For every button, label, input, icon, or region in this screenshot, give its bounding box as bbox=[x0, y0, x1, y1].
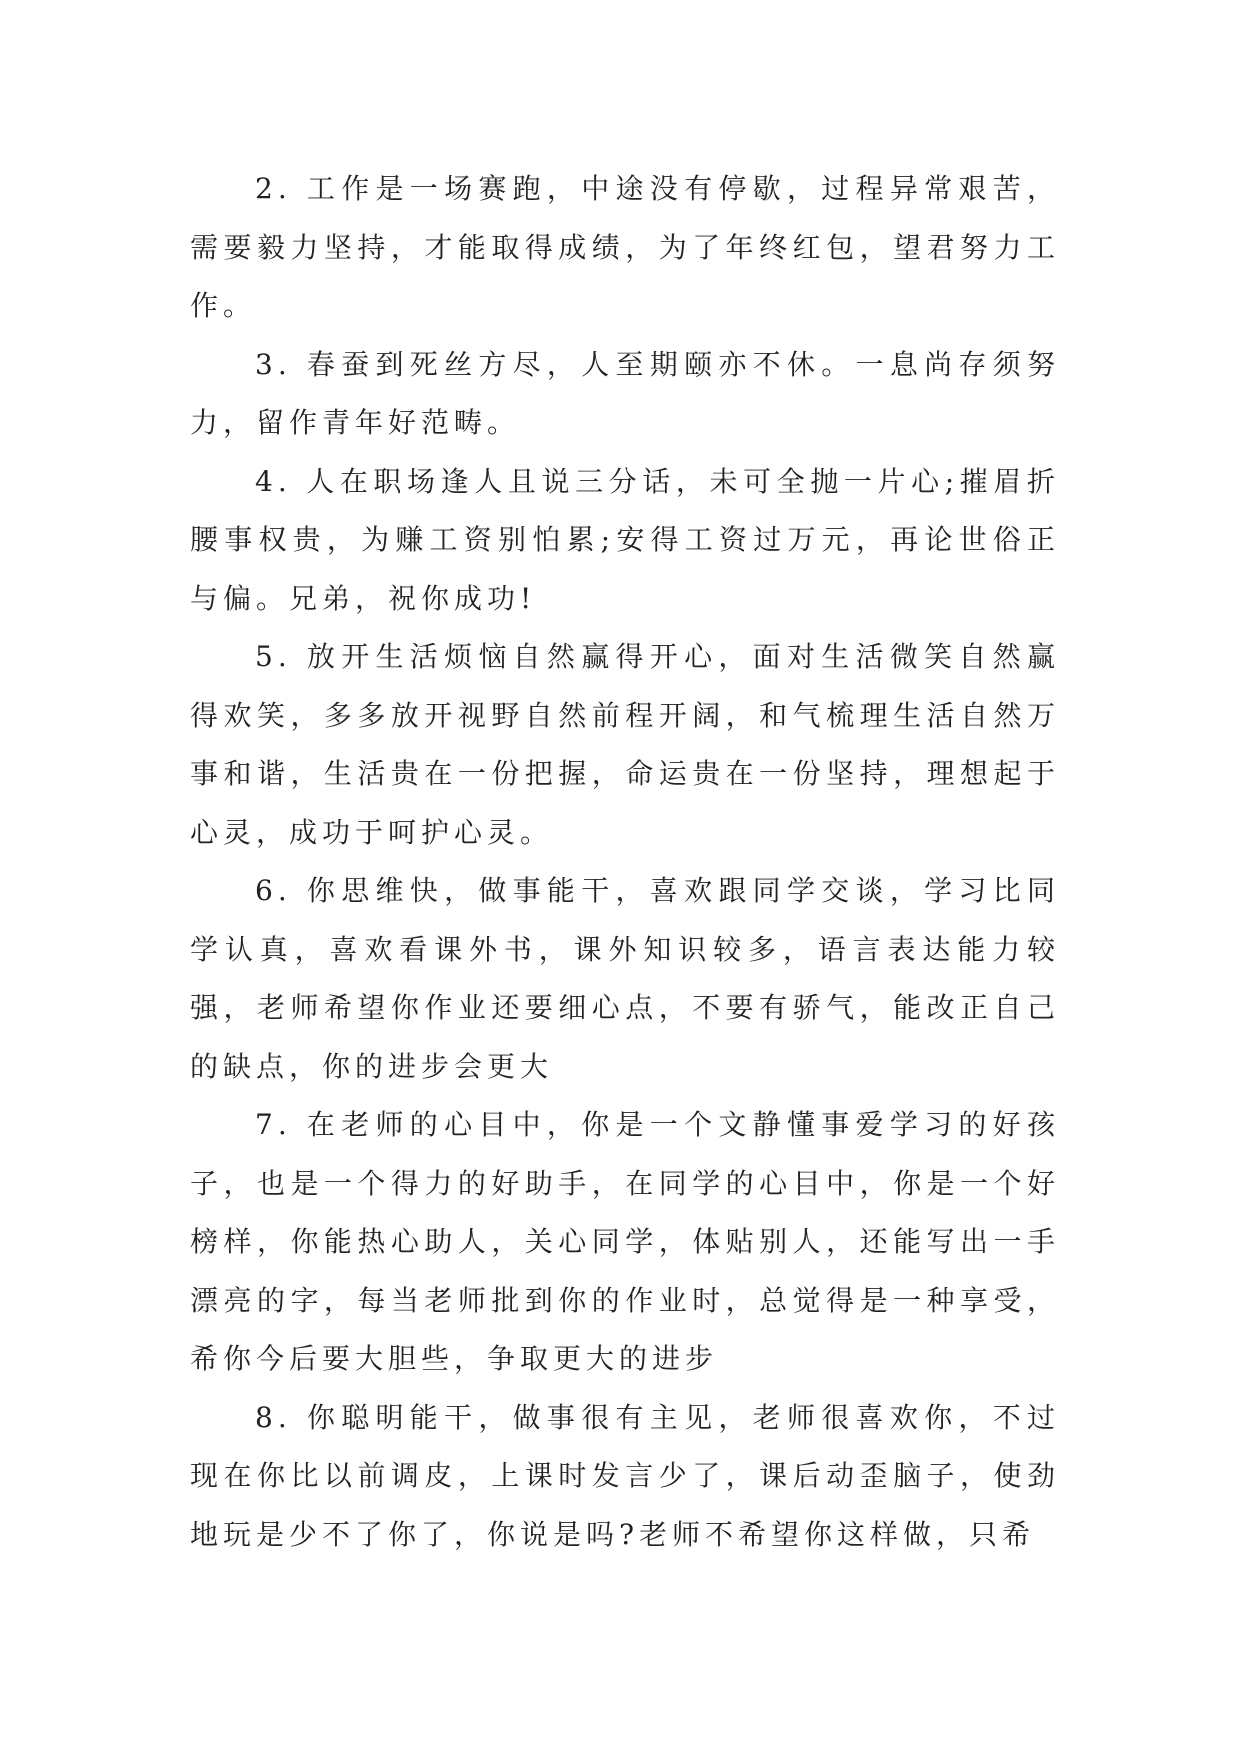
document-body bbox=[190, 160, 1060, 1564]
paragraph-2: 2. 工作是一场赛跑，中途没有停歇，过程异常艰苦，需要毅力坚持，才能取得成绩，为了年终红包，望君努力工作。 bbox=[190, 172, 1060, 322]
paragraph-7: 7. 在老师的心目中，你是一个文静懂事爱学习的好孩子，也是一个得力的好助手，在同学的心目中，你是一个好榜样，你能热心助人，关心同学，体贴别人，还能写出一手漂亮的字，每当老师批到你的作业时，总觉得是一种享受，希你今后要大胆些，争取更大的进步 bbox=[190, 1108, 1060, 1375]
paragraph-8: 8. 你聪明能干，做事很有主见，老师很喜欢你，不过现在你比以前调皮，上课时发言少了，课后动歪脑子，使劲地玩是少不了你了，你说是吗?老师不希望你这样做，只希 bbox=[190, 1400, 1060, 1551]
paragraph-5: 5. 放开生活烦恼自然赢得开心，面对生活微笑自然赢得欢笑，多多放开视野自然前程开阔，和气梳理生活自然万事和谐，生活贵在一份把握，命运贵在一份坚持，理想起于心灵，成功于呵护心灵。 bbox=[190, 640, 1060, 849]
paragraph-4: 4. 人在职场逢人且说三分话，未可全抛一片心;摧眉折腰事权贵，为赚工资别怕累;安得工资过万元，再论世俗正与偏。兄弟，祝你成功! bbox=[190, 464, 1060, 615]
paragraph-3: 3. 春蚕到死丝方尽，人至期颐亦不休。一息尚存须努力，留作青年好范畴。 bbox=[190, 347, 1060, 439]
paragraph-6: 6. 你思维快，做事能干，喜欢跟同学交谈，学习比同学认真，喜欢看课外书，课外知识较多，语言表达能力较强，老师希望你作业还要细心点，不要有骄气，能改正自己的缺点，你的进步会更大 bbox=[190, 874, 1060, 1083]
